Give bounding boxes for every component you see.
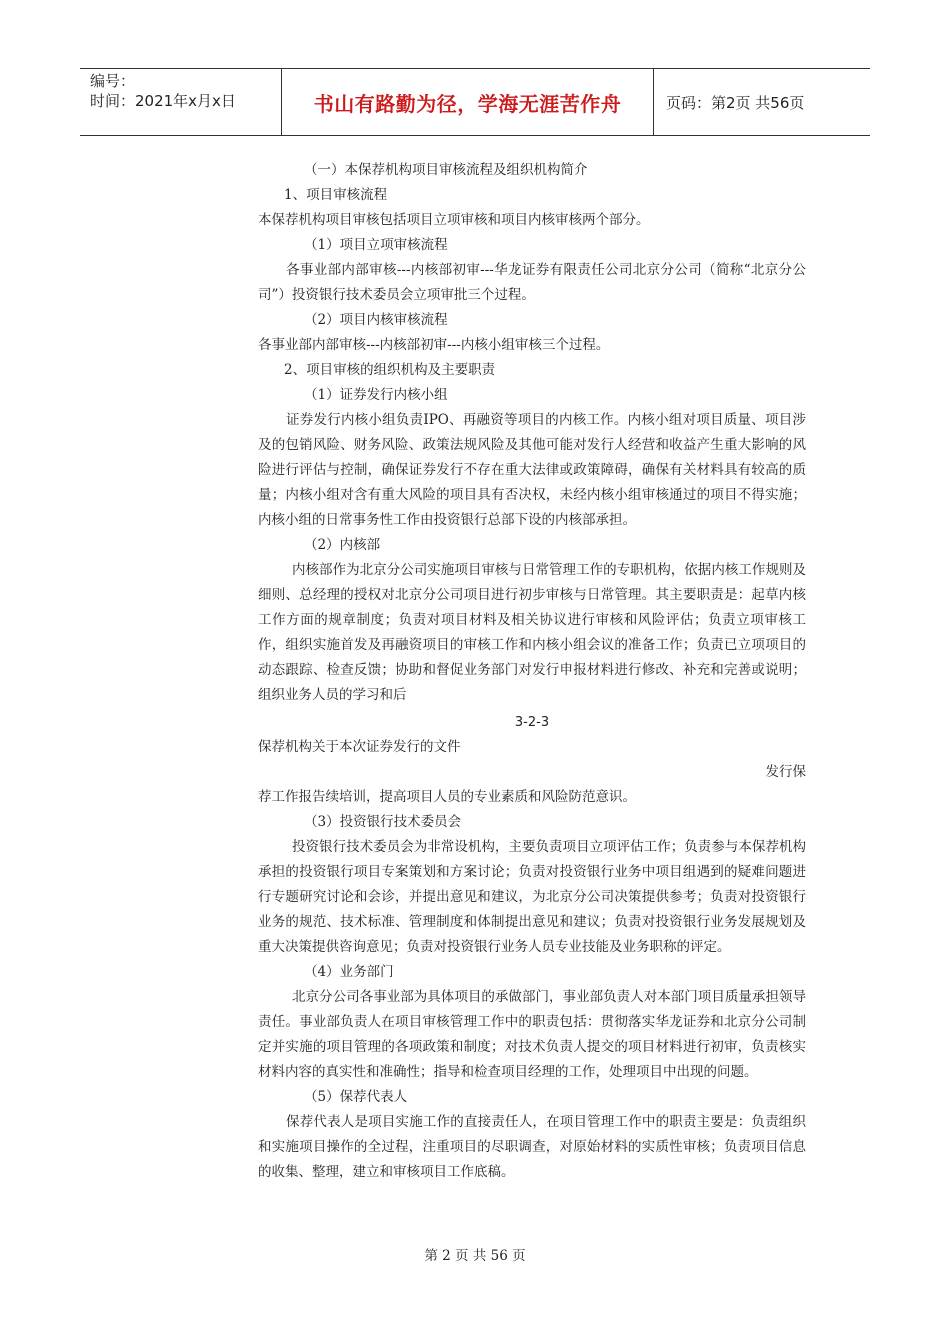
item-heading: （3）投资银行技术委员会 — [304, 814, 462, 830]
body-paragraph: 北京分公司各事业部为具体项目的承做部门，事业部负责人对本部门项目质量承担领导责任。事业部负责人在项目审核管理工作中的职责包括：贯彻落实华龙证券和北京分公司制定并实施的项目管理的各项政策和制度；对技术负责人提交的项目材料进行初审，负责核实材料内容的真实性和准确性；指导和检查项目经理的工作，处理项目中出现的问题。 — [258, 989, 806, 1080]
header-motto: 书山有路勤为径，学海无涯苦作舟 — [313, 91, 622, 116]
page-header — [80, 68, 870, 136]
body-paragraph: 证券发行内核小组负责IPO、再融资等项目的内核工作。内核小组对项目质量、项目涉及的包销风险、财务风险、政策法规风险及其他可能对发行人经营和收益产生重大影响的风险进行评估与控制，确保证券发行不存在重大法律或政策障碍，确保有关材料具有较高的质量；内核小组对含有重大风险的项目具有否决权，未经内核小组审核通过的项目不得实施；内核小组的日常事务性工作由投资银行总部下设的内核部承担。 — [258, 412, 806, 528]
document-code-label: 编号： — [90, 72, 136, 90]
subsection-heading: 2、项目审核的组织机构及主要职责 — [284, 362, 496, 378]
document-time-label: 时间：2021年x月x日 — [90, 92, 236, 110]
document-caption: 保荐机构关于本次证券发行的文件 — [258, 739, 461, 755]
document-body — [258, 158, 806, 1185]
page-footer: 第 2 页 共 56 页 — [424, 1248, 526, 1264]
body-paragraph: 内核部作为北京分公司实施项目审核与日常管理工作的专职机构，依据内核工作规则及细则、总经理的授权对北京分公司项目进行初步审核与日常管理。其主要职责是：起草内核工作方面的规章制度；负责对项目材料及相关协议进行审核和风险评估；负责立项审核工作，组织实施首发及再融资项目的审核工作和内核小组会议的准备工作；负责已立项项目的动态跟踪、检查反馈；协助和督促业务部门对发行申报材料进行修改、补充和完善或说明；组织业务人员的学习和后 — [258, 562, 806, 703]
item-heading: （2）内核部 — [304, 537, 381, 553]
page-marker: 3-2-3 — [514, 715, 550, 730]
item-heading: （2）项目内核审核流程 — [304, 312, 448, 328]
header-page-cell — [654, 69, 870, 135]
item-heading: （1）证券发行内核小组 — [304, 387, 448, 403]
item-heading: （5）保荐代表人 — [304, 1089, 408, 1105]
header-page-number: 页码：第2页 共56页 — [666, 93, 805, 112]
body-paragraph: 荐工作报告续培训，提高项目人员的专业素质和风险防范意识。 — [258, 789, 636, 805]
body-paragraph: 本保荐机构项目审核包括项目立项审核和项目内核审核两个部分。 — [258, 212, 650, 228]
continued-text-fragment: 发行保 — [765, 764, 806, 780]
body-paragraph: 各事业部内部审核---内核部初审---内核小组审核三个过程。 — [258, 337, 610, 353]
header-info-cell — [80, 69, 282, 135]
header-motto-cell — [282, 69, 654, 135]
item-heading: （1）项目立项审核流程 — [304, 237, 448, 253]
section-heading: （一）本保荐机构项目审核流程及组织机构简介 — [304, 162, 588, 178]
item-heading: （4）业务部门 — [304, 964, 394, 980]
body-paragraph: 投资银行技术委员会为非常设机构，主要负责项目立项评估工作；负责参与本保荐机构承担的投资银行项目专案策划和方案讨论；负责对投资银行业务中项目组遇到的疑难问题进行专题研究讨论和会诊，并提出意见和建议，为北京分公司决策提供参考；负责对投资银行业务的规范、技术标准、管理制度和体制提出意见和建议；负责对投资银行业务发展规划及重大决策提供咨询意见；负责对投资银行业务人员专业技能及业务职称的评定。 — [258, 839, 806, 955]
body-paragraph: 各事业部内部审核---内核部初审---华龙证券有限责任公司北京分公司（简称“北京分公司”）投资银行技术委员会立项审批三个过程。 — [258, 262, 806, 303]
body-paragraph: 保荐代表人是项目实施工作的直接责任人，在项目管理工作中的职责主要是：负责组织和实施项目操作的全过程，注重项目的尽职调查，对原始材料的实质性审核；负责项目信息的收集、整理，建立和审核项目工作底稿。 — [258, 1114, 806, 1180]
subsection-heading: 1、项目审核流程 — [284, 187, 388, 203]
